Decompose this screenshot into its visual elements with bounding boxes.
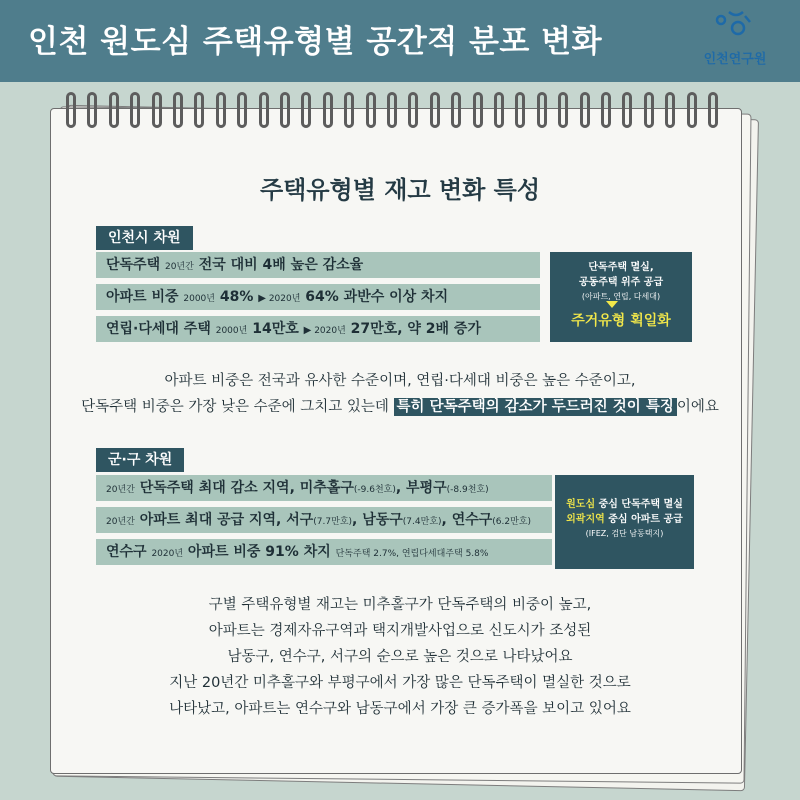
binding-ring-icon	[515, 92, 525, 128]
incheon-callout-box	[550, 252, 692, 342]
paragraph-line	[0, 394, 800, 420]
paragraph-line: 아파트는 경제자유구역과 택지개발사업으로 신도시가 조성된	[208, 623, 592, 639]
page-title: 인천 원도심 주택유형별 공간적 분포 변화	[28, 24, 603, 60]
callout-line	[555, 512, 694, 527]
spiral-binding	[66, 92, 726, 132]
row-value: 64% 과반수 이상 차지	[300, 289, 449, 305]
binding-ring-icon	[665, 92, 675, 128]
binding-ring-icon	[366, 92, 376, 128]
binding-ring-icon	[237, 92, 247, 128]
row-value: 전국 대비 4배 높은 감소율	[193, 257, 364, 273]
paragraph-line: 구별 주택유형별 재고는 미추홀구가 단독주택의 비중이 높고,	[208, 597, 592, 613]
paragraph-line: 아파트 비중은 전국과 유사한 수준이며, 연립·다세대 비중은 높은 수준이고,	[164, 373, 636, 389]
row-small: 20년간	[106, 485, 135, 495]
row-small: 2020년	[265, 294, 301, 304]
binding-ring-icon	[87, 92, 97, 128]
binding-ring-icon	[537, 92, 547, 128]
callout-text: 중심 아파트 공급	[604, 514, 683, 525]
row-value: , 부평구	[395, 480, 447, 496]
row-value: 아파트 최대 공급 지역, 서구	[134, 512, 314, 528]
row-small: (7.4만호)	[402, 517, 442, 527]
binding-ring-icon	[430, 92, 440, 128]
binding-ring-icon	[408, 92, 418, 128]
row-small: (-9.6천호)	[353, 485, 396, 495]
binding-ring-icon	[259, 92, 269, 128]
triangle-pointer-icon	[606, 301, 618, 308]
logo-mark-icon	[712, 8, 758, 48]
callout-highlight: 주거유형 획일화	[571, 313, 671, 329]
binding-ring-icon	[622, 92, 632, 128]
row-small: 단독주택 2.7%, 연립다세대주택 5.8%	[335, 549, 489, 559]
district-row-yeonsu	[96, 539, 552, 565]
highlight-text: 특히 단독주택의 감소가 두드러진 것이 특징	[394, 398, 677, 416]
district-row-detached	[96, 475, 552, 501]
row-value: 27만호, 약 2배 증가	[345, 321, 481, 337]
callout-subline: (아파트, 연립, 다세대)	[581, 292, 661, 301]
binding-ring-icon	[173, 92, 183, 128]
binding-ring-icon	[601, 92, 611, 128]
incheon-level-tag: 인천시 차원	[96, 226, 193, 250]
binding-ring-icon	[280, 92, 290, 128]
binding-ring-icon	[301, 92, 311, 128]
arrow-right-icon: ▶	[303, 325, 312, 336]
arrow-right-icon: ▶	[258, 293, 266, 304]
row-small: 2000년	[183, 294, 215, 304]
row-value: 14만호	[247, 321, 304, 337]
binding-ring-icon	[644, 92, 654, 128]
row-small: (6.2만호)	[492, 517, 532, 527]
binding-ring-icon	[216, 92, 226, 128]
binding-ring-icon	[687, 92, 697, 128]
binding-ring-icon	[152, 92, 162, 128]
paragraph-line: 나타났고, 아파트는 연수구와 남동구에서 가장 큰 증가폭을 보이고 있어요	[169, 701, 631, 717]
summary-paragraph-2	[0, 592, 800, 722]
summary-paragraph-1	[0, 368, 800, 420]
row-small: 20년간	[106, 517, 135, 527]
binding-ring-icon	[558, 92, 568, 128]
row-label: 단독주택	[106, 257, 165, 273]
callout-highlight: 원도심	[566, 499, 596, 510]
callout-line	[555, 497, 694, 512]
callout-subline: (IFEZ, 검단 남동택지)	[585, 529, 664, 538]
binding-ring-icon	[387, 92, 397, 128]
binding-ring-icon	[580, 92, 590, 128]
row-value: , 연수구	[441, 512, 493, 528]
row-small: 2000년	[215, 326, 248, 336]
row-small: 2020년	[151, 549, 184, 559]
callout-highlight: 외곽지역	[566, 514, 605, 525]
section-heading: 주택유형별 재고 변화 특성	[259, 176, 541, 204]
incheon-row-apartment	[96, 284, 540, 310]
row-label: 연수구	[106, 544, 152, 560]
binding-ring-icon	[451, 92, 461, 128]
binding-ring-icon	[109, 92, 119, 128]
callout-text: 중심 단독주택 멸실	[595, 499, 683, 510]
binding-ring-icon	[473, 92, 483, 128]
logo	[690, 8, 780, 72]
row-value: , 남동구	[352, 512, 403, 528]
row-small: 2020년	[311, 326, 346, 336]
row-value: 단독주택 최대 감소 지역, 미추홀구	[134, 480, 354, 496]
row-label: 연립·다세대 주택	[106, 321, 216, 337]
row-small: 20년간	[164, 262, 194, 272]
binding-ring-icon	[194, 92, 204, 128]
binding-ring-icon	[66, 92, 76, 128]
row-value: 48%	[214, 289, 259, 305]
callout-line: 공동주택 위주 공급	[578, 277, 664, 288]
district-level-tag: 군·구 차원	[96, 448, 184, 472]
incheon-row-detached	[96, 252, 540, 278]
binding-ring-icon	[344, 92, 354, 128]
incheon-row-rowhouse	[96, 316, 540, 342]
paragraph-text: 이에요	[676, 399, 719, 415]
binding-ring-icon	[323, 92, 333, 128]
paragraph-line: 남동구, 연수구, 서구의 순으로 높은 것으로 나타났어요	[227, 649, 573, 665]
paragraph-line: 지난 20년간 미추홀구와 부평구에서 가장 많은 단독주택이 멸실한 것으로	[169, 675, 631, 691]
row-small: (7.7만호)	[313, 517, 353, 527]
binding-ring-icon	[130, 92, 140, 128]
logo-text: 인천연구원	[703, 52, 767, 67]
row-small: (-8.9천호)	[446, 485, 489, 495]
callout-line: 단독주택 멸실,	[588, 262, 654, 273]
row-value: 아파트 비중 91% 차지	[183, 544, 336, 560]
binding-ring-icon	[708, 92, 718, 128]
district-callout-box	[555, 475, 694, 569]
district-row-apartment	[96, 507, 552, 533]
binding-ring-icon	[494, 92, 504, 128]
header-bar	[0, 0, 800, 82]
paragraph-text: 단독주택 비중은 가장 낮은 수준에 그치고 있는데	[81, 399, 394, 415]
row-label: 아파트 비중	[106, 289, 184, 305]
